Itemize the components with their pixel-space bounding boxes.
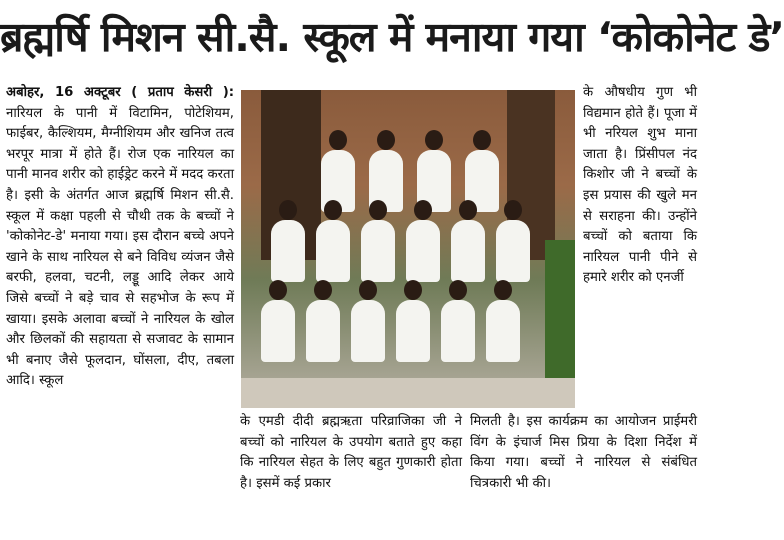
paragraph-2: इसी के अंतर्गत आज ब्रह्मर्षि मिशन सी.सै. स्कूल में कक्षा पहली से चौथी तक के बच्चों ने 'कोकोनेट-डे' मनाया गया। इस दौरान बच्चे अपने खाने के साथ नारियल से बने विविध व्यंजन जैसे बरफी, हलवा, चटनी, लड्डू आदि लेकर आये जिसे बच्चों ने बड़े चाव से सहभोज के रूप में खाया। इसके अलावा बच्चों ने नारियल के खोल और छिलकों की सहायता से सजावट के सामान भी बनाए जैसे फूलदान, घोंसला, दीए, तबला आदि। स्कूल — [6, 187, 234, 389]
photo-person — [261, 300, 295, 362]
photo-person — [406, 220, 440, 282]
photo-person — [271, 220, 305, 282]
photo-person — [306, 300, 340, 362]
headline: ब्रह्मर्षि मिशन सी.सै. स्कूल में मनाया गया ‘कोकोनेट डे’ — [0, 13, 784, 61]
news-photo-students — [241, 90, 575, 408]
photo-person — [361, 220, 395, 282]
article-column-right: के औषधीय गुण भी विद्यमान होते हैं। पूजा में भी नरियल शुभ माना जाता है। प्रिंसीपल नंद किशोर जी ने बच्चों के इस प्रयास की खुले मन से सराहना की। उन्होंने बच्चों को बताया कि नारियल पानी पीने से हमारे शरीर को एनर्जी — [583, 85, 697, 286]
article-column-mid-bottom: के एमडी दीदी ब्रह्मऋता परिव्राजिका जी ने बच्चों को नारियल के उपयोग बताते हुए कहा कि नारियल सेहत के लिए बहुत गुणकारी होता है। इसमें कई प्रकार — [240, 414, 462, 491]
photo-person — [496, 220, 530, 282]
photo-person — [316, 220, 350, 282]
photo-person — [486, 300, 520, 362]
photo-person — [351, 300, 385, 362]
photo-person — [441, 300, 475, 362]
photo-person — [451, 220, 485, 282]
dateline: अबोहर, 16 अक्टूबर ( प्रताप केसरी ): — [6, 85, 234, 100]
paragraph-1: नारियल के पानी में विटामिन, पोटेशियम, फाईबर, कैल्शियम, मैग्नीशियम और खनिज तत्व भरपूर मात्रा में होते हैं। रोज एक नारियल का पानी मानव शरीर को हाईड्रेट करने में मदद करता है। — [6, 105, 234, 203]
photo-floor — [241, 378, 575, 408]
article-column-left — [6, 83, 234, 392]
photo-person — [396, 300, 430, 362]
article-column-mid2-bottom: मिलती है। इस कार्यक्रम का आयोजन प्राईमरी विंग के इंचार्ज मिस प्रिया के दिशा निर्देश में किया गया। बच्चों ने नारियल से संबंधित चित्रकारी भी की। — [470, 414, 697, 491]
